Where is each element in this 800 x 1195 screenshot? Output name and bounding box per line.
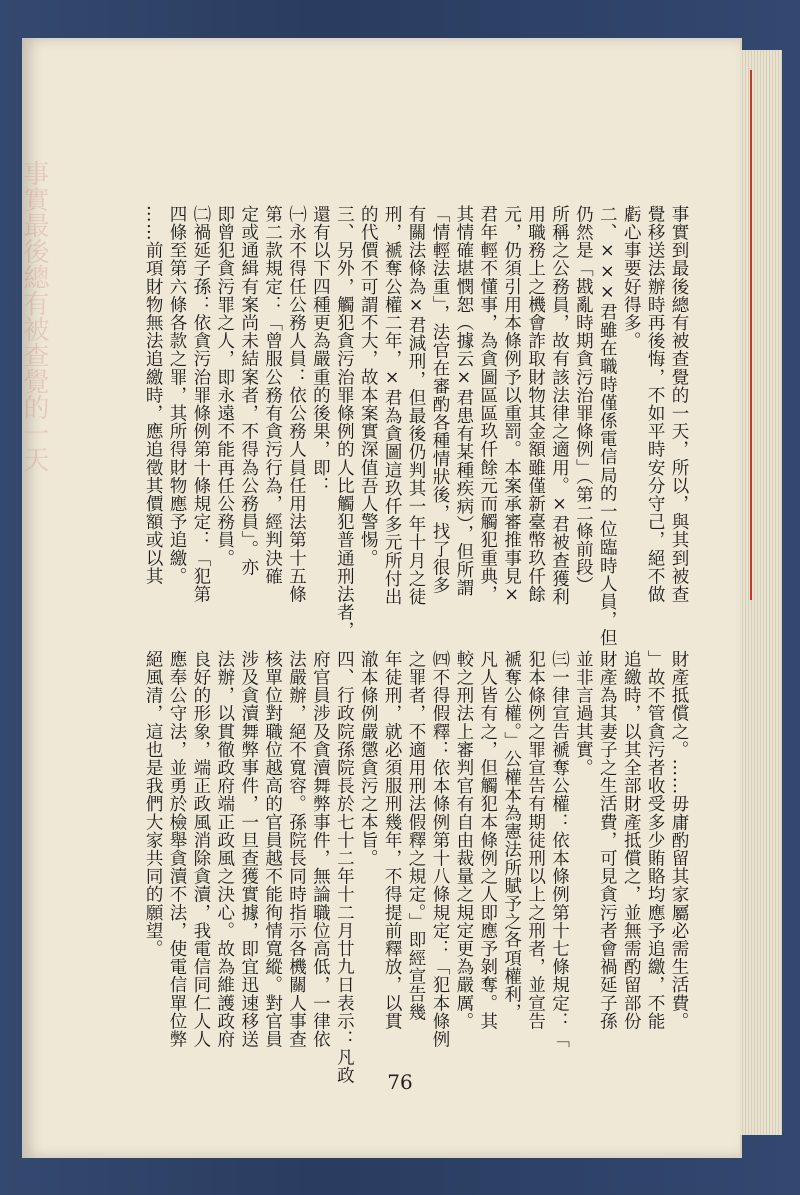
page-edges: [740, 50, 782, 1135]
text-column: ……前項財物無法追繳時，應追徵其價額或以其: [143, 205, 164, 586]
text-column: 」故不管貪污者收受多少賄賂均應予追繳，不能: [645, 650, 666, 1031]
text-column: 良好的形象，端正政風消除貪瀆，我電信同仁人人: [190, 650, 211, 1049]
page-number: 76: [387, 1070, 413, 1094]
text-column: 褫奪公權。」公權本為憲法所賦予之各項權利，: [501, 650, 522, 1022]
text-column: 年徒刑，就必須服刑幾年，不得提前釋放，以貫: [382, 650, 403, 1031]
text-column: 犯本條例之罪宣告有期徒刑以上之刑者，並宣告: [525, 650, 546, 1031]
text-column: 定或通緝有案尚未結案者，不得為公務員」。亦: [238, 205, 259, 577]
text-column: 其情確堪憫恕（據云×君患有某種疾病），但所謂: [453, 205, 474, 597]
text-column: 澈本條例嚴懲貪污之本旨。: [358, 650, 379, 868]
text-column: 事實到最後總有被查覺的一天，所以，與其到被查: [669, 205, 689, 604]
text-column: 財產為其妻子之生活費，可見貪污者會禍延子孫: [597, 650, 618, 1031]
text-column: 較之刑法上審判官有自由裁量之規定更為嚴厲。: [453, 650, 474, 1031]
text-column: 第二款規定：「曾服公務有貪污行為，經判決確: [262, 205, 283, 586]
text-column: 虧心事要好得多。: [621, 205, 642, 350]
text-column: 凡人皆有之，但觸犯本條例之人即應予剝奪。其: [477, 650, 498, 1031]
text-column: 即曾犯貪污罪之人，即永遠不能再任公務員。: [214, 205, 235, 567]
text-column: 元，仍須引用本條例予以重罰。本案承審推事見×: [501, 205, 522, 606]
upper-text-block: [40, 205, 690, 647]
text-column: 所稱之公務員，故有該法律之適用。×君被查獲利: [549, 205, 570, 606]
text-column: 追繳時，以其全部財產抵償之，並無需酌留部份: [621, 650, 642, 1031]
red-margin-line: [750, 70, 752, 600]
text-column: 還有以下四種更為嚴重的後果，即：: [310, 205, 331, 495]
text-column: 並非言過其實。: [573, 650, 594, 777]
text-column: 四條至第六條各款之罪，其所得財物應予追繳。: [166, 205, 187, 586]
text-column: ㈠永不得任公務人員：依公務人員任用法第十五條: [286, 205, 307, 604]
text-column: 君年輕不懂事，為貪圖區區玖仟餘元而觸犯重典，: [477, 205, 498, 604]
text-column: 覺移送法辦時再後悔，不如平時安分守己，絕不做: [645, 205, 666, 604]
text-column: 之罪者，不適用刑法假釋之規定。」即經宣告幾: [406, 650, 427, 1022]
text-column: 法嚴辦，絕不寬容。孫院長同時指示各機關人事查: [286, 650, 307, 1049]
text-column: 核單位對職位越高的官員越不能徇情寬縱。對官員: [262, 650, 283, 1049]
text-column: 財產抵償之。……毋庸酌留其家屬必需生活費。: [669, 650, 689, 1031]
text-column: 「情輕法重」，法官在審酌各種情狀後，找了很多: [429, 205, 450, 595]
text-column: 法辦，以貫徹政府端正政風之決心。故為維護政府: [214, 650, 235, 1049]
text-column: 刑，褫奪公權二年，×君為貪圖這玖仟多元所付出: [382, 205, 403, 606]
text-column: 應奉公守法，並勇於檢舉貪瀆不法，使電信單位弊: [166, 650, 187, 1049]
bleed-through-text: 事實最後總有被查覺的一天: [19, 160, 49, 472]
text-column: 涉及貪瀆舞弊事件，一旦查獲實據，即宜迅速移送: [238, 650, 259, 1049]
text-column: 仍然是「戡亂時期貪污治罪條例」（第二條前段）: [573, 205, 594, 595]
text-column: 的代價不可謂不大，故本案實深值吾人警惕。: [358, 205, 379, 567]
text-column: 用職務上之機會詐取財物其金額雖僅新臺幣玖仟餘: [525, 205, 546, 604]
text-column: ㈣不得假釋：依本條例第十八條規定：「犯本條例: [429, 650, 450, 1049]
text-column: 府官員涉及貪瀆舞弊事件，無論職位高低，一律依: [310, 650, 331, 1049]
text-column: 二、×××君雖在職時僅係電信局的一位臨時人員，但: [597, 205, 618, 647]
text-column: 三、另外，觸犯貪污治罪條例的人比觸犯普通刑法者，: [334, 205, 355, 640]
text-column: ㈡禍延子孫：依貪污治罪條例第十條規定：「犯第: [190, 205, 211, 604]
text-column: 四、行政院孫院長於七十二年十二月廿九日表示：凡政: [334, 650, 355, 1085]
text-column: ㈢一律宣告褫奪公權：依本條例第十七條規定：「: [549, 650, 570, 1049]
text-column: 有關法條為×君減刑，但最後仍判其一年十月之徒: [406, 205, 427, 606]
text-column: 絕風清，這也是我們大家共同的願望。: [143, 650, 164, 958]
